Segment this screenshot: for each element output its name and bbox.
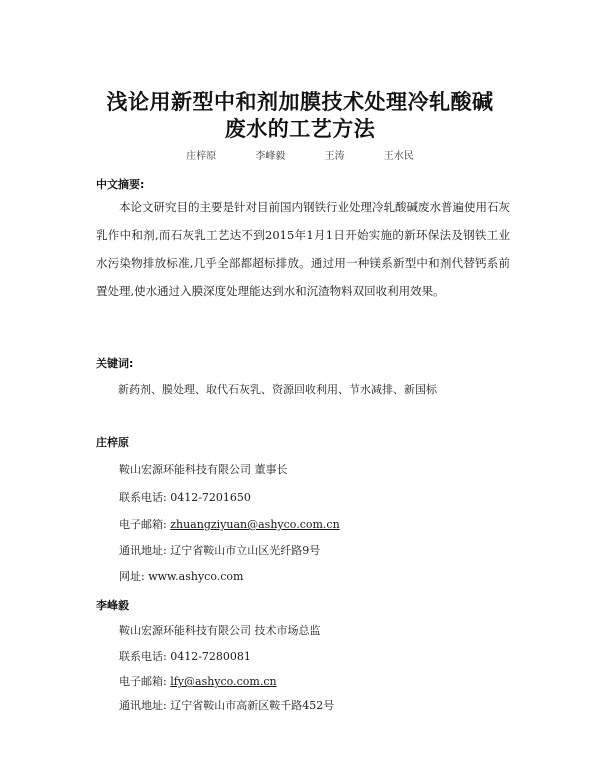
author2-name: 李峰毅 — [96, 599, 129, 612]
email-label: 电子邮箱: — [119, 518, 167, 531]
author2-address-row — [119, 697, 334, 713]
author-name: 李峰毅 — [255, 151, 286, 162]
address-value: 辽宁省鞍山市立山区光纤路9号 — [170, 544, 321, 557]
author-name: 王水民 — [383, 151, 414, 162]
email-link[interactable]: zhuangziyuan@ashyco.com.cn — [170, 518, 340, 531]
phone-value: 0412-7280081 — [170, 650, 251, 663]
author1-website-row — [119, 568, 243, 584]
author2-company: 鞍山宏源环能科技有限公司 技术市场总监 — [119, 624, 321, 637]
author1-company: 鞍山宏源环能科技有限公司 董事长 — [119, 463, 288, 476]
author2-phone-row — [119, 648, 251, 664]
abstract-heading: 中文摘要: — [96, 178, 145, 191]
email-link[interactable]: lfy@ashyco.com.cn — [170, 675, 277, 688]
author1-phone-row — [119, 489, 251, 505]
keywords-text: 新药剂、膜处理、取代石灰乳、资源回收利用、节水减排、新国标 — [118, 383, 437, 396]
phone-label: 联系电话: — [119, 650, 167, 663]
phone-value: 0412-7201650 — [170, 491, 251, 504]
keywords-heading: 关键词: — [96, 357, 134, 370]
author-list — [0, 147, 600, 162]
author2-email-row — [119, 673, 277, 689]
website-link[interactable]: www.ashyco.com — [148, 570, 244, 583]
paper-title-line-2: 废水的工艺方法 — [224, 117, 376, 141]
abstract-text: 本论文研究目的主要是针对目前国内钢铁行业处理冷轧酸碱废水普遍使用石灰乳作中和剂,而石灰乳工艺达不到2015年1月1日开始实施的新环保法及钢铁工业水污染物排放标准,几乎全部都超标排放。通过用一种镁系新型中和剂代替钙系前置处理,使水通过入膜深度处理能达到水和沉渣物料双回收利用效果。 — [96, 200, 510, 298]
address-value: 辽宁省鞍山市高新区鞍千路452号 — [170, 699, 335, 712]
author-name: 王涛 — [324, 151, 345, 162]
website-label: 网址: — [119, 570, 145, 583]
author-name: 庄梓原 — [186, 151, 217, 162]
email-label: 电子邮箱: — [119, 675, 167, 688]
address-label: 通讯地址: — [119, 544, 167, 557]
phone-label: 联系电话: — [119, 491, 167, 504]
author1-name: 庄梓原 — [96, 436, 129, 449]
author1-address-row — [119, 542, 320, 558]
paper-title-line-1: 浅论用新型中和剂加膜技术处理冷轧酸碱 — [106, 90, 494, 114]
address-label: 通讯地址: — [119, 699, 167, 712]
author1-email-row — [119, 516, 340, 532]
